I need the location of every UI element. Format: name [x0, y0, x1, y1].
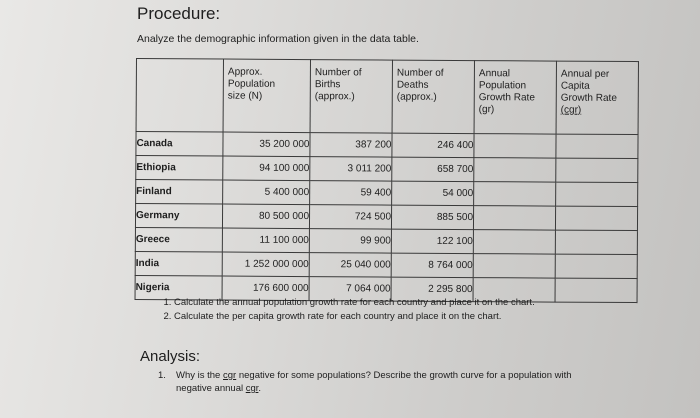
- births-cell: 99 900: [309, 229, 391, 254]
- procedure-step: 1. Calculate the annual population growth rate for each country and place it on the chart.: [174, 296, 535, 310]
- population-cell: 35 200 000: [223, 132, 310, 157]
- growth-rate-cell[interactable]: [473, 206, 555, 231]
- table-header-row: [136, 59, 638, 135]
- births-cell: 59 400: [310, 181, 392, 206]
- country-cell: Nigeria: [135, 275, 222, 300]
- growth-rate-cell[interactable]: [474, 182, 556, 207]
- growth-rate-cell[interactable]: [474, 134, 556, 159]
- country-cell: Finland: [136, 180, 223, 205]
- header-population: Approx. Population size (N): [223, 59, 310, 133]
- analysis-questions: [158, 369, 576, 395]
- header-deaths: Number of Deaths (approx.): [392, 60, 474, 133]
- analysis-question: 1. Why is the cgr negative for some populations? Describe the growth curve for a population with negative annual cgr.: [158, 370, 572, 394]
- births-cell: 724 500: [309, 205, 391, 230]
- procedure-step: 2. Calculate the per capita growth rate for each country and place it on the chart.: [174, 310, 535, 324]
- deaths-cell: 2 295 800: [391, 277, 473, 302]
- country-cell: India: [135, 251, 222, 276]
- births-cell: 7 064 000: [309, 277, 391, 302]
- population-cell: 80 500 000: [222, 204, 309, 229]
- growth-rate-cell[interactable]: [473, 230, 555, 255]
- deaths-cell: 54 000: [392, 181, 474, 206]
- population-cell: 94 100 000: [223, 156, 310, 181]
- deaths-cell: 8 764 000: [391, 253, 473, 278]
- analysis-heading: Analysis:: [140, 348, 201, 365]
- births-cell: 3 011 200: [310, 157, 392, 182]
- procedure-intro: Analyze the demographic information given in the data table.: [137, 33, 419, 45]
- population-cell: 5 400 000: [223, 180, 310, 205]
- question-number: 1.: [158, 370, 166, 381]
- header-growth-rate: Annual Population Growth Rate (gr): [474, 61, 556, 134]
- demographic-data-table: [135, 58, 639, 303]
- cgr-term: cgr: [245, 383, 259, 394]
- country-cell: Germany: [135, 204, 222, 229]
- deaths-cell: 885 500: [391, 205, 473, 230]
- growth-rate-cell[interactable]: [473, 254, 555, 279]
- per-capita-rate-cell[interactable]: [555, 278, 637, 303]
- header-per-capita-growth-rate: Annual per Capita Growth Rate (cgr): [556, 61, 638, 134]
- population-cell: 176 600 000: [222, 276, 309, 301]
- procedure-steps: [158, 296, 535, 324]
- population-cell: 1 252 000 000: [222, 252, 309, 277]
- per-capita-rate-cell[interactable]: [555, 254, 637, 279]
- table-row: [135, 204, 637, 231]
- table-row: [136, 156, 638, 183]
- per-capita-rate-cell[interactable]: [556, 134, 638, 159]
- cgr-term: cgr: [223, 370, 237, 381]
- per-capita-rate-cell[interactable]: [556, 158, 638, 183]
- procedure-heading: Procedure:: [137, 4, 221, 23]
- deaths-cell: 246 400: [392, 133, 474, 158]
- per-capita-rate-cell[interactable]: [556, 182, 638, 207]
- deaths-cell: 658 700: [392, 157, 474, 182]
- table-row: [136, 132, 638, 159]
- header-births: Number of Births (approx.): [310, 60, 392, 133]
- per-capita-rate-cell[interactable]: [555, 206, 637, 231]
- country-cell: Ethiopia: [136, 156, 223, 181]
- table-row: [136, 180, 638, 207]
- growth-rate-cell[interactable]: [474, 158, 556, 183]
- per-capita-rate-cell[interactable]: [555, 230, 637, 255]
- deaths-cell: 122 100: [391, 229, 473, 254]
- header-country: [136, 59, 223, 133]
- population-cell: 11 100 000: [222, 228, 309, 253]
- births-cell: 25 040 000: [309, 253, 391, 278]
- births-cell: 387 200: [310, 133, 392, 158]
- table-row: [135, 251, 637, 278]
- country-cell: Greece: [135, 227, 222, 252]
- country-cell: Canada: [136, 132, 223, 157]
- table-row: [135, 227, 637, 254]
